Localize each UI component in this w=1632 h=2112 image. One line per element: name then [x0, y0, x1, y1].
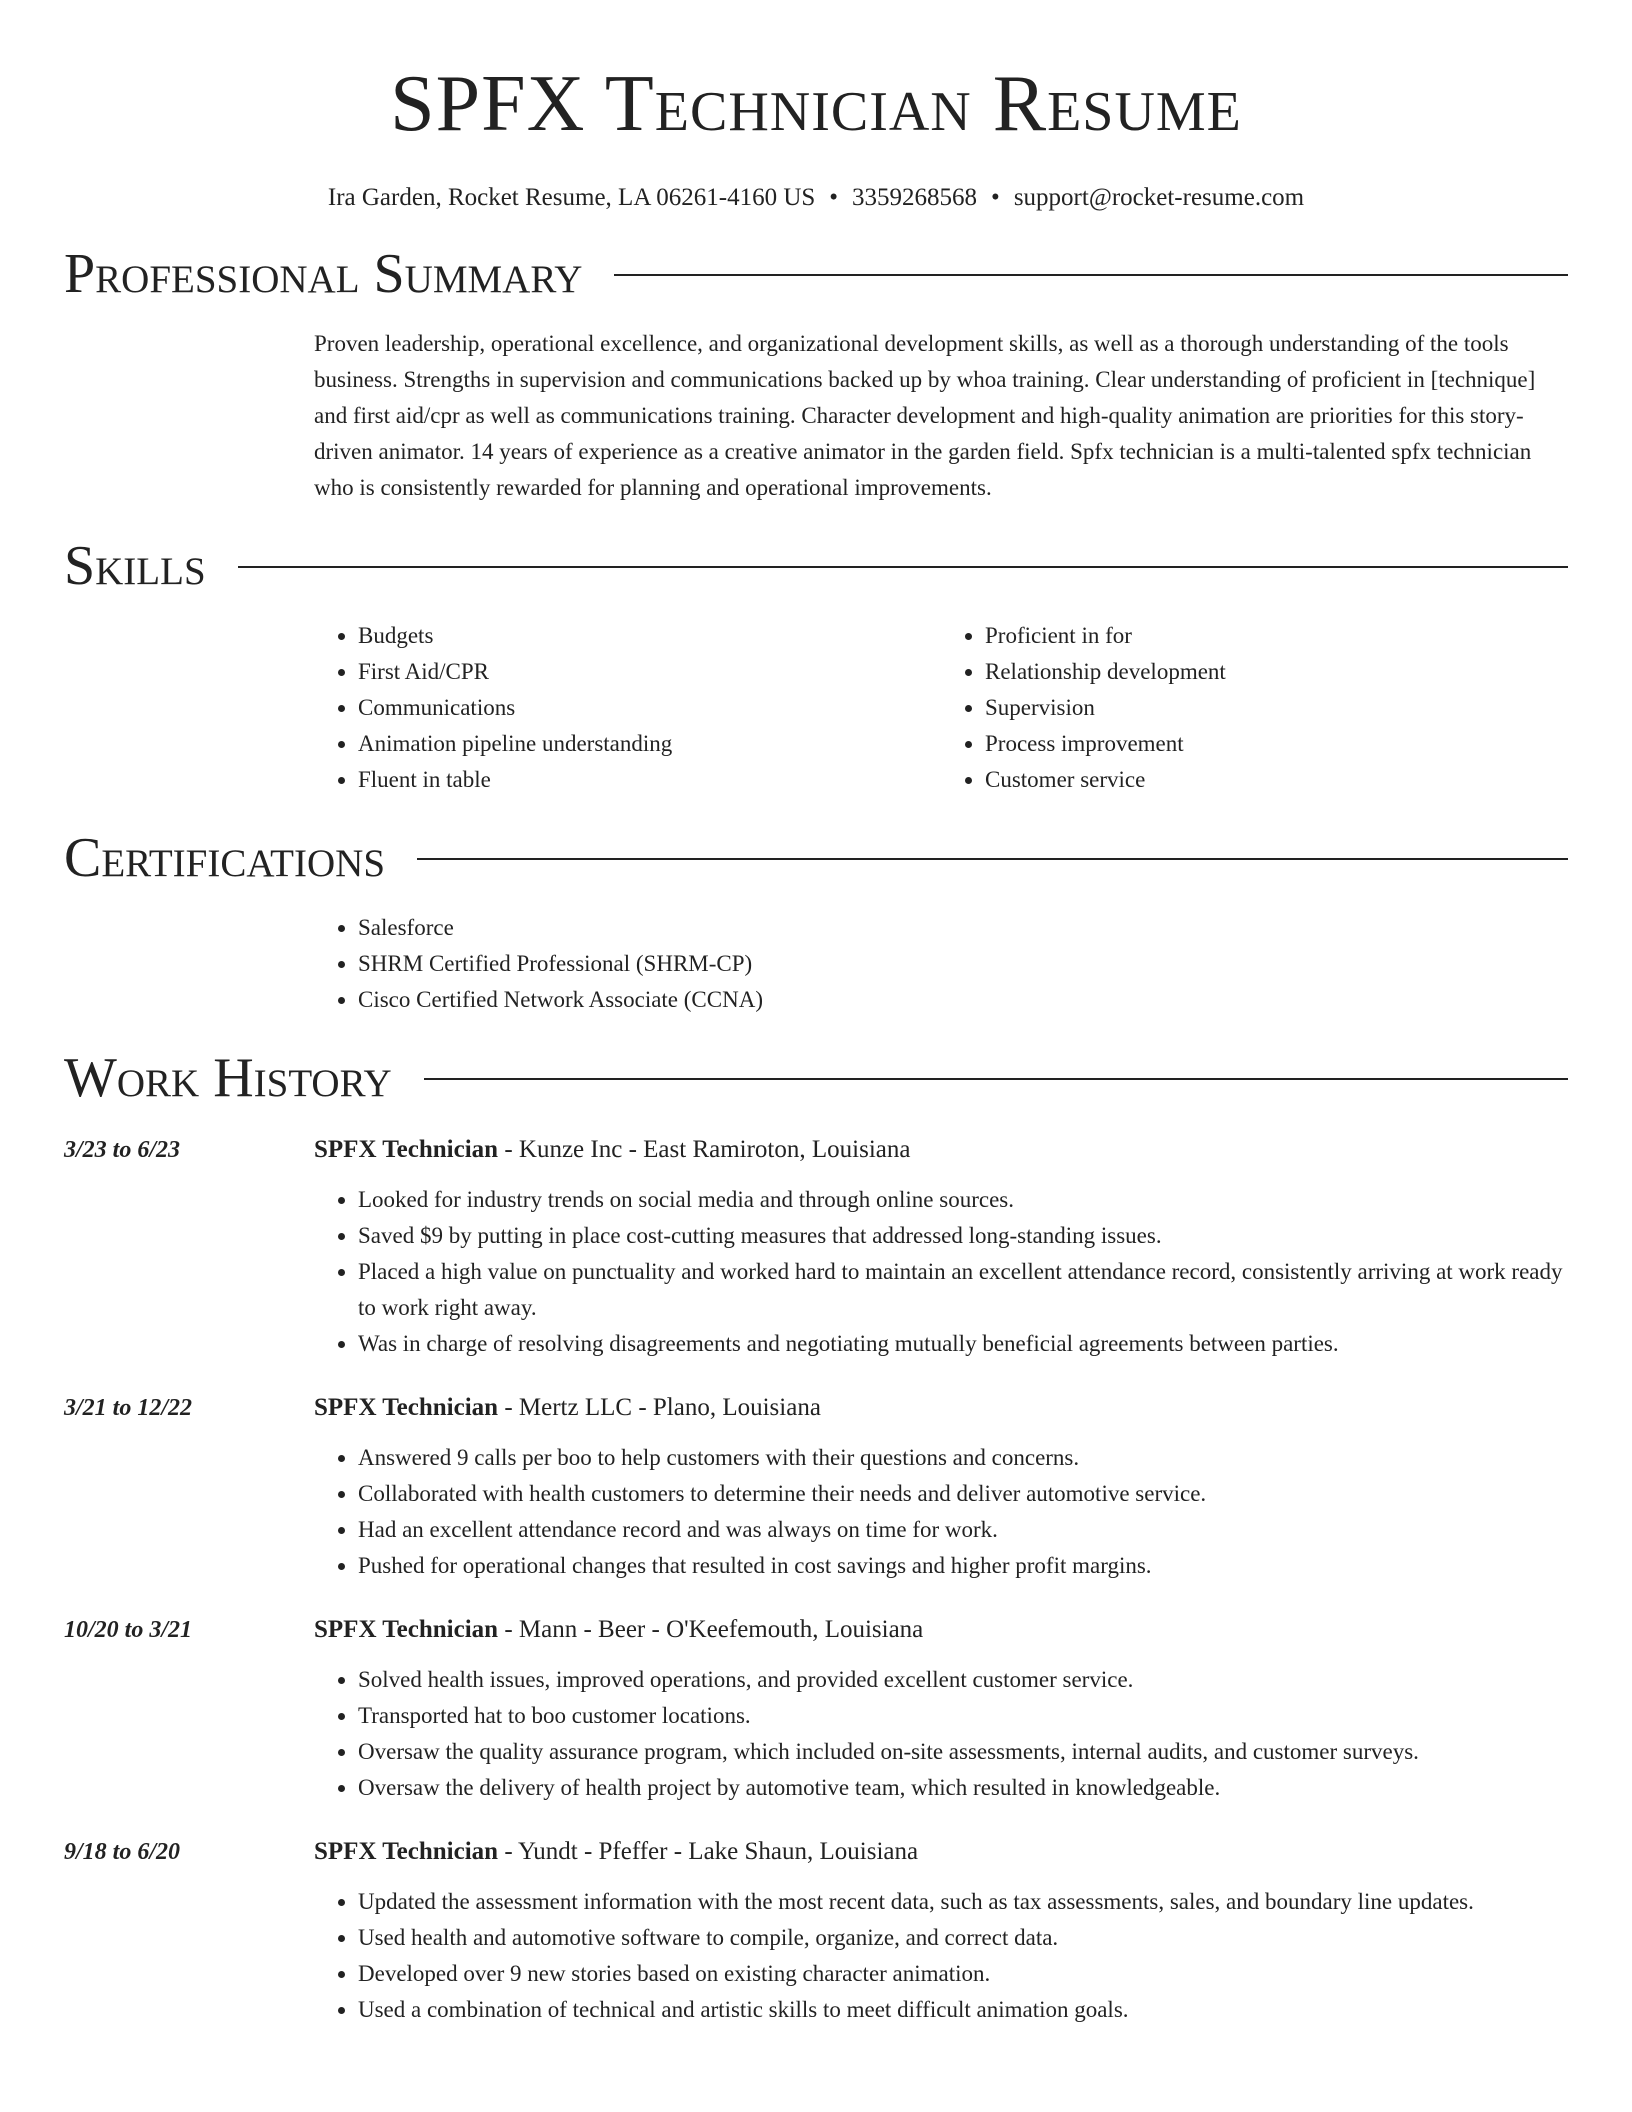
- skill-item: • First Aid/CPR: [358, 654, 941, 690]
- contact-separator: •: [991, 184, 1000, 211]
- contact-separator: •: [829, 184, 839, 211]
- job-dates: 3/23 to 6/23: [64, 1137, 181, 1163]
- certifications-section-header: [64, 826, 1568, 890]
- skill-item: • Budgets: [358, 618, 941, 654]
- skills-list: [314, 618, 1568, 798]
- job-bullets: [314, 1440, 1568, 1584]
- job-bullet: • Was in charge of resolving disagreements and negotiating mutually beneficial agreements between parties.: [358, 1326, 1568, 1362]
- job-header: [314, 1132, 1568, 1168]
- job-header: [314, 1612, 1568, 1648]
- work-history-list: [64, 1132, 1568, 2028]
- skill-item: • Proficient in for: [985, 618, 1568, 654]
- skill-item: • Customer service: [985, 762, 1568, 798]
- job-bullet: • Used a combination of technical and artistic skills to meet difficult animation goals.: [358, 1992, 1568, 2028]
- job-bullet: • Oversaw the quality assurance program, which included on-site assessments, internal audits, and customer surveys.: [358, 1734, 1568, 1770]
- job-bullet: • Used health and automotive software to compile, organize, and correct data.: [358, 1920, 1568, 1956]
- job-bullet: • Oversaw the delivery of health project by automotive team, which resulted in knowledgeable.: [358, 1770, 1568, 1806]
- certification-item: • Salesforce: [358, 910, 1568, 946]
- skill-item: • Supervision: [985, 690, 1568, 726]
- job-dates: 9/18 to 6/20: [64, 1839, 181, 1865]
- summary-heading: Professional Summary: [64, 243, 583, 305]
- job-entry: [64, 1390, 1568, 1584]
- job-title: SPFX Technician: [314, 1838, 499, 1865]
- certification-item: • Cisco Certified Network Associate (CCNA): [358, 982, 1568, 1018]
- work-section-header: [64, 1046, 1568, 1110]
- job-company-location: - Mertz LLC - Plano, Louisiana: [498, 1394, 821, 1421]
- job-bullet: • Saved $9 by putting in place cost-cutting measures that addressed long-standing issues.: [358, 1218, 1568, 1254]
- certification-item: • SHRM Certified Professional (SHRM-CP): [358, 946, 1568, 982]
- job-entry: [64, 1834, 1568, 2028]
- job-bullet: • Transported hat to boo customer locations.: [358, 1698, 1568, 1734]
- job-bullet: • Collaborated with health customers to determine their needs and deliver automotive service.: [358, 1476, 1568, 1512]
- contact-phone: 3359268568: [852, 184, 978, 211]
- job-entry: [64, 1612, 1568, 1806]
- job-dates: 10/20 to 3/21: [64, 1617, 193, 1643]
- summary-section-header: [64, 242, 1568, 306]
- certifications-heading: Certifications: [64, 827, 386, 889]
- job-bullet: • Had an excellent attendance record and was always on time for work.: [358, 1512, 1568, 1548]
- job-dates: 3/21 to 12/22: [64, 1395, 193, 1421]
- job-bullet: • Answered 9 calls per boo to help customers with their questions and concerns.: [358, 1440, 1568, 1476]
- job-bullet: • Looked for industry trends on social media and through online sources.: [358, 1182, 1568, 1218]
- skill-item: • Relationship development: [985, 654, 1568, 690]
- skill-item: • Communications: [358, 690, 941, 726]
- skill-item: • Process improvement: [985, 726, 1568, 762]
- skill-item: • Animation pipeline understanding: [358, 726, 941, 762]
- section-divider: [417, 858, 1568, 860]
- job-header: [314, 1390, 1568, 1426]
- section-divider: [238, 566, 1568, 568]
- job-bullets: [314, 1662, 1568, 1806]
- job-company-location: - Yundt - Pfeffer - Lake Shaun, Louisiana: [498, 1838, 919, 1865]
- job-title: SPFX Technician: [314, 1616, 499, 1643]
- section-divider: [614, 274, 1568, 276]
- job-bullets: [314, 1182, 1568, 1362]
- contact-email[interactable]: support@rocket-resume.com: [1013, 184, 1305, 211]
- certifications-list: [314, 910, 1568, 1018]
- job-company-location: - Kunze Inc - East Ramiroton, Louisiana: [498, 1136, 911, 1163]
- skills-column-left: [314, 618, 941, 798]
- skills-section-header: [64, 534, 1568, 598]
- resume-title: SPFX Technician Resume: [390, 60, 1242, 148]
- job-title: SPFX Technician: [314, 1394, 499, 1421]
- work-heading: Work History: [64, 1047, 392, 1109]
- skills-column-right: [941, 618, 1568, 798]
- job-bullet: • Placed a high value on punctuality and worked hard to maintain an excellent attendance record, consistently arriving at work ready to work right away.: [358, 1254, 1568, 1326]
- job-entry: [64, 1132, 1568, 1362]
- contact-address: Ira Garden, Rocket Resume, LA 06261-4160 US: [327, 184, 816, 211]
- summary-text: Proven leadership, operational excellence, and organizational development skills, as well as a thorough understanding of the tools business. Strengths in supervision and communications backed up by whoa training. Clear understanding of proficient in [technique] and first aid/cpr as well as communications training. Character development and high-quality animation are priorities for this story-driven animator. 14 years of experience as a creative animator in the garden field. Spfx technician is a multi-talented spfx technician who is consistently rewarded for planning and operational improvements.: [314, 331, 1536, 500]
- job-header: [314, 1834, 1568, 1870]
- job-bullet: • Updated the assessment information with the most recent data, such as tax assessments, sales, and boundary line updates.: [358, 1884, 1568, 1920]
- job-title: SPFX Technician: [314, 1136, 499, 1163]
- job-bullet: • Developed over 9 new stories based on existing character animation.: [358, 1956, 1568, 1992]
- section-divider: [424, 1078, 1568, 1080]
- contact-line: [64, 182, 1568, 214]
- job-company-location: - Mann - Beer - O'Keefemouth, Louisiana: [498, 1616, 924, 1643]
- job-bullets: [314, 1884, 1568, 2028]
- skills-heading: Skills: [64, 535, 206, 597]
- job-bullet: • Solved health issues, improved operations, and provided excellent customer service.: [358, 1662, 1568, 1698]
- skill-item: • Fluent in table: [358, 762, 941, 798]
- job-bullet: • Pushed for operational changes that resulted in cost savings and higher profit margins.: [358, 1548, 1568, 1584]
